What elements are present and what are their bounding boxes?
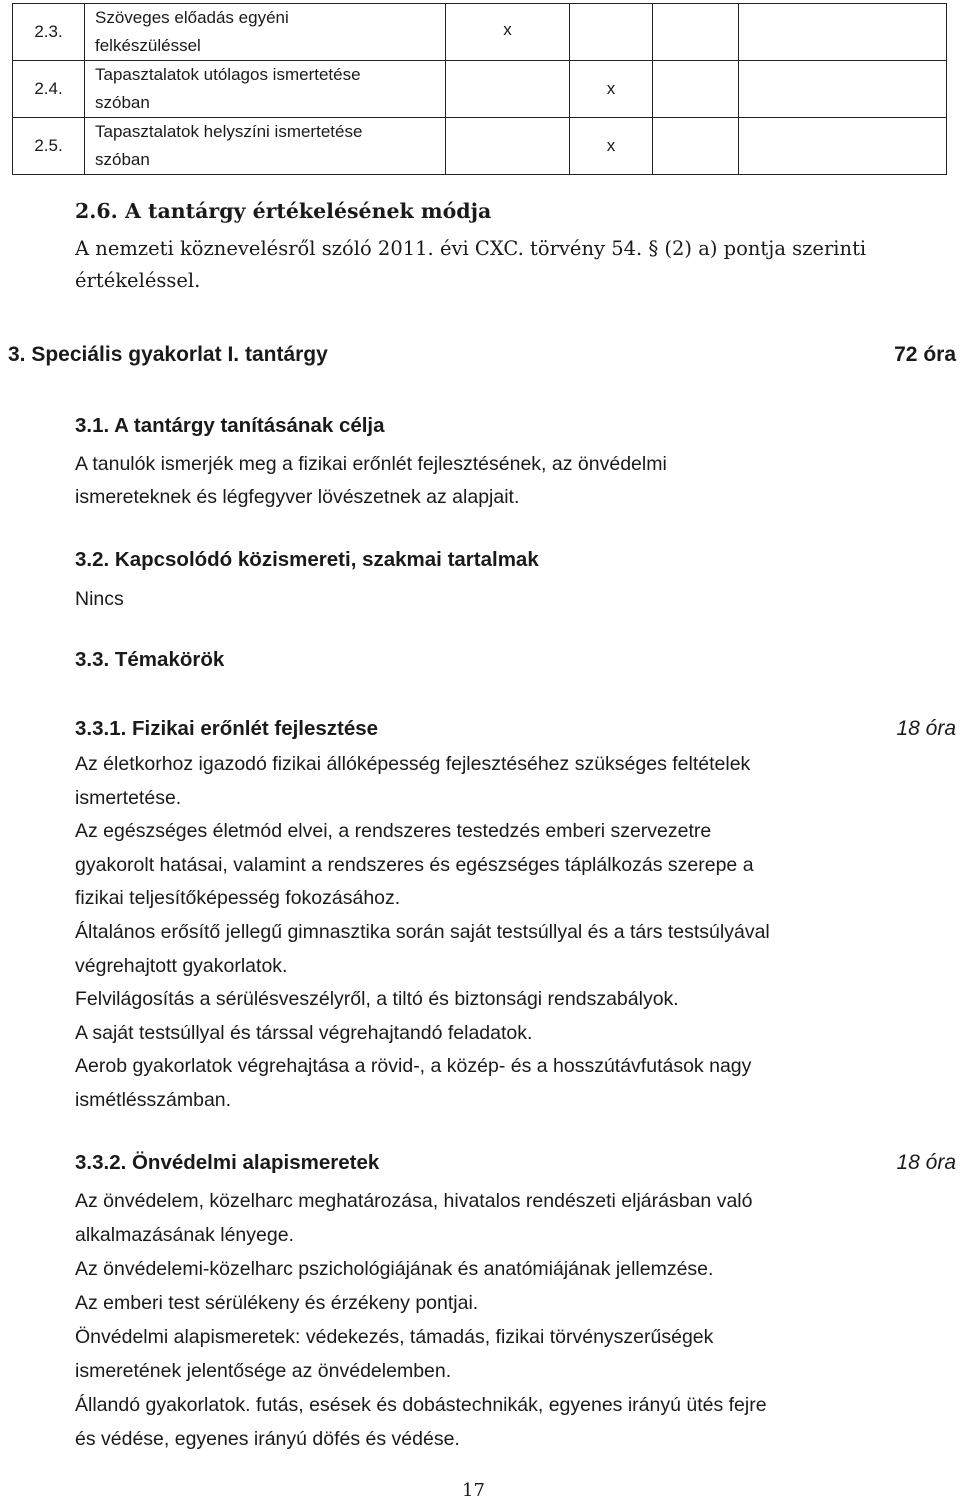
mark-cell [653, 61, 739, 118]
row-description [85, 4, 446, 61]
description-line: Szöveges előadás egyéni [95, 8, 289, 27]
mark-cell [739, 118, 947, 175]
text-line: Az emberi test sérülékeny és érzékeny pontjai. [75, 1292, 479, 1314]
row-description [85, 118, 446, 175]
table-row [13, 118, 947, 175]
mark-cell [446, 61, 570, 118]
text-line: Az egészséges életmód elvei, a rendszeres testedzés emberi szervezetre [75, 820, 712, 843]
row-number: 2.5. [13, 118, 85, 175]
text-line: végrehajtott gyakorlatok. [75, 954, 288, 977]
text-line: A saját testsúllyal és társsal végrehajtandó feladatok. [75, 1021, 533, 1044]
mark-cell [739, 4, 947, 61]
description-line: Tapasztalatok utólagos ismertetése [95, 65, 361, 84]
mark-cell [653, 4, 739, 61]
row-number: 2.4. [13, 61, 85, 118]
mark-cell [739, 61, 947, 118]
text-line: Önvédelmi alapismeretek: védekezés, támadás, fizikai törvényszerűségek [75, 1326, 714, 1348]
text-line: Az önvédelemi-közelharc pszichológiájának és anatómiájának jellemzése. [75, 1258, 714, 1280]
section-3-heading: 3. Speciális gyakorlat I. tantárgy [8, 343, 328, 366]
mark-cell: x [446, 4, 570, 61]
section-3-3-1-hours: 18 óra [896, 717, 956, 740]
section-3-1-heading: 3.1. A tantárgy tanításának célja [75, 414, 385, 437]
text-line: ismétlésszámban. [75, 1088, 232, 1111]
section-2-6-heading: 2.6. A tantárgy értékelésének módja [75, 199, 492, 223]
section-3-3-2-heading: 3.3.2. Önvédelmi alapismeretek [75, 1151, 380, 1174]
row-number: 2.3. [13, 4, 85, 61]
text-line: Állandó gyakorlatok. futás, esések és dobástechnikák, egyenes irányú ütés fejre [75, 1394, 767, 1416]
text-line: ismereteknek és légfegyver lövészetnek az alapjait. [75, 486, 520, 508]
mark-cell: x [570, 118, 653, 175]
mark-cell [653, 118, 739, 175]
text-line: Általános erősítő jellegű gimnasztika során saját testsúllyal és a társ testsúlyával [75, 920, 770, 943]
text-line: A tanulók ismerjék meg a fizikai erőnlét fejlesztésének, az önvédelmi [75, 453, 667, 475]
section-3-2-text: Nincs [75, 588, 124, 610]
section-3-3-2-text [75, 1184, 767, 1456]
text-line: Aerob gyakorlatok végrehajtása a rövid-, a közép- és a hosszútávfutások nagy [75, 1055, 752, 1078]
section-3-3-heading: 3.3. Témakörök [75, 648, 225, 671]
text-line: ismertetése. [75, 786, 182, 809]
row-description [85, 61, 446, 118]
section-3-hours: 72 óra [894, 343, 956, 366]
table-row [13, 4, 947, 61]
description-line: felkészüléssel [95, 36, 201, 55]
section-3-1-text [75, 448, 667, 514]
text-line: ismeretének jelentősége az önvédelemben. [75, 1360, 452, 1382]
mark-cell [446, 118, 570, 175]
text-line: értékeléssel. [75, 269, 201, 292]
page-number: 17 [462, 1480, 485, 1501]
table-row [13, 61, 947, 118]
section-2-6-text [75, 233, 866, 297]
section-3-3-1-heading: 3.3.1. Fizikai erőnlét fejlesztése [75, 717, 379, 740]
description-line: szóban [95, 93, 150, 112]
section-3-2-heading: 3.2. Kapcsolódó közismereti, szakmai tartalmak [75, 548, 539, 571]
text-line: alkalmazásának lényege. [75, 1224, 294, 1246]
description-line: Tapasztalatok helyszíni ismertetése [95, 122, 363, 141]
text-line: fizikai teljesítőképesség fokozásához. [75, 887, 401, 910]
mark-cell: x [570, 61, 653, 118]
mark-cell [570, 4, 653, 61]
description-line: szóban [95, 150, 150, 169]
schedule-table [12, 3, 947, 175]
text-line: Az életkorhoz igazodó fizikai állóképesség fejlesztéséhez szükséges feltételek [75, 753, 751, 775]
text-line: A nemzeti köznevelésről szóló 2011. évi CXC. törvény 54. § (2) a) pontja szerinti [75, 237, 867, 260]
text-line: és védése, egyenes irányú döfés és védése. [75, 1428, 460, 1450]
text-line: Az önvédelem, közelharc meghatározása, hivatalos rendészeti eljárásban való [75, 1190, 753, 1212]
text-line: gyakorolt hatásai, valamint a rendszeres és egészséges táplálkozás szerepe a [75, 853, 754, 876]
section-3-3-2-hours: 18 óra [896, 1151, 956, 1174]
text-line: Felvilágosítás a sérülésveszélyről, a tiltó és biztonsági rendszabályok. [75, 988, 679, 1011]
section-3-3-1-text [75, 748, 770, 1118]
